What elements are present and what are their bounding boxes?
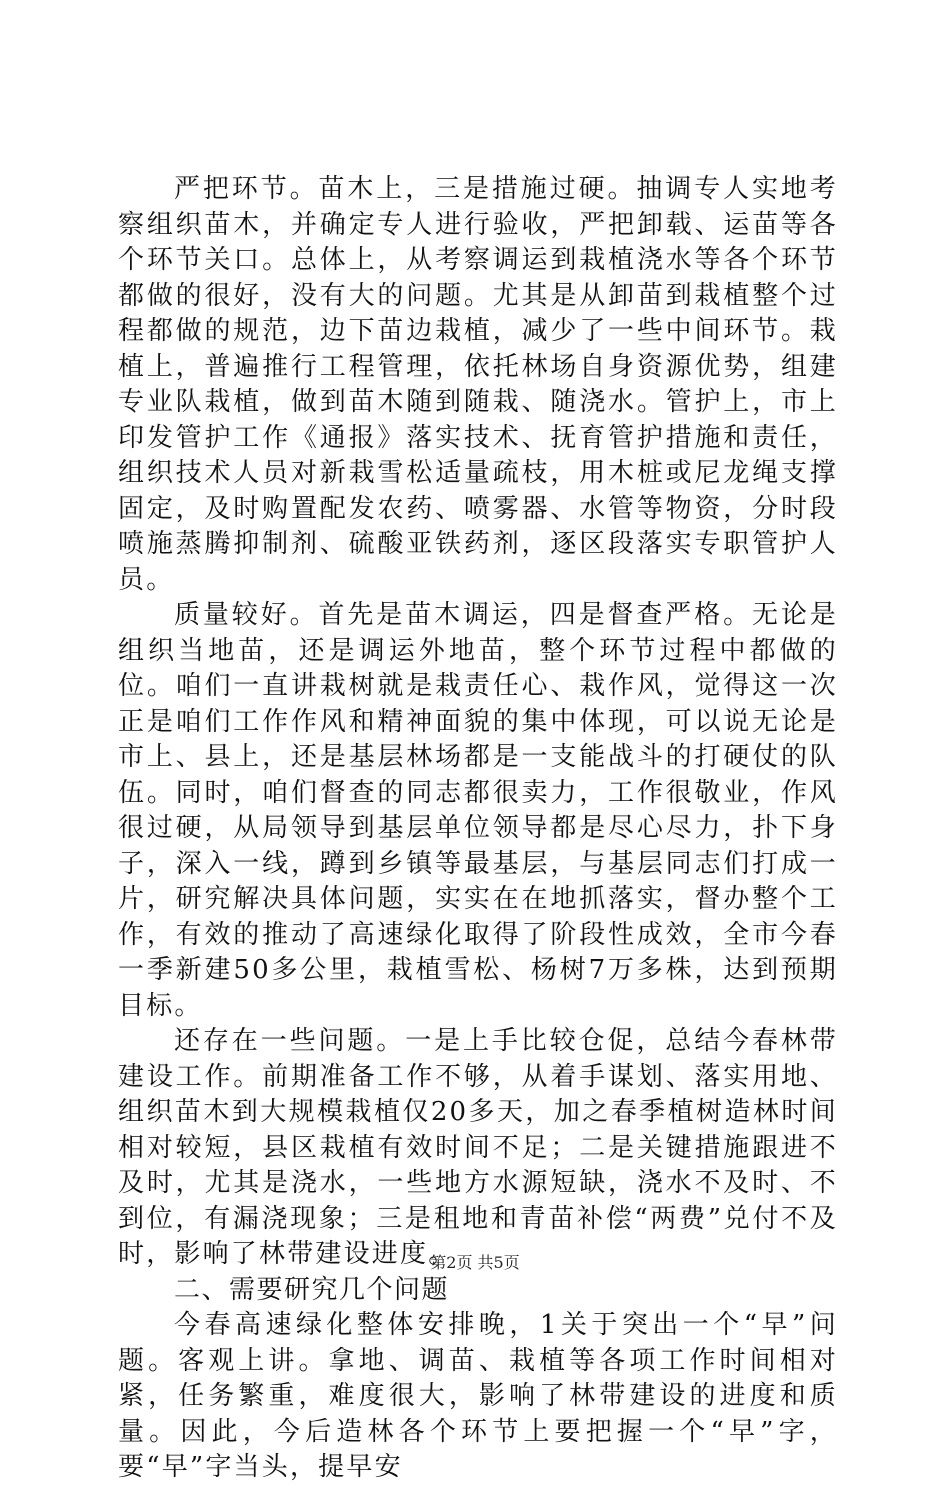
paragraph-1: 严把环节。苗木上，三是措施过硬。抽调专人实地考察组织苗木，并确定专人进行验收，严把卸载、运苗等各个环节关口。总体上，从考察调运到栽植浇水等各个环节都做的很好，没有大的问题。尤其是从卸苗到栽植整个过程都做的规范，边下苗边栽植，减少了一些中间环节。栽植上，普遍推行工程管理，依托林场自身资源优势，组建专业队栽植，做到苗木随到随栽、随浇水。管护上，市上印发管护工作《通报》落实技术、抚育管护措施和责任，组织技术人员对新栽雪松适量疏枝，用木桩或尼龙绳支撑固定，及时购置配发农药、喷雾器、水管等物资，分时段喷施蒸腾抑制剂、硫酸亚铁药剂，逐区段落实专职管护人员。	[118, 174, 838, 595]
paragraph-2: 质量较好。首先是苗木调运，四是督查严格。无论是组织当地苗，还是调运外地苗，整个环节过程中都做的位。咱们一直讲栽树就是栽责任心、栽作风，觉得这一次正是咱们工作作风和精神面貌的集中体现，可以说无论是市上、县上，还是基层林场都是一支能战斗的打硬仗的队伍。同时，咱们督查的同志都很卖力，工作很敬业，作风很过硬，从局领导到基层单位领导都是尽心尽力，扑下身子，深入一线，蹲到乡镇等最基层，与基层同志们打成一片，研究解决具体问题，实实在在地抓落实，督办整个工作，有效的推动了高速绿化取得了阶段性成效，全市今春一季新建50多公里，栽植雪松、杨树7万多株，达到预期目标。	[118, 600, 838, 1021]
document-body	[118, 172, 838, 1486]
paragraph-3: 还存在一些问题。一是上手比较仓促，总结今春林带建设工作。前期准备工作不够，从着手谋划、落实用地、组织苗木到大规模栽植仅20多天，加之春季植树造林时间相对较短，县区栽植有效时间不足；二是关键措施跟进不及时，尤其是浇水，一些地方水源短缺，浇水不及时、不到位，有漏浇现象；三是租地和青苗补偿“两费”兑付不及时，影响了林带建设进度。	[118, 1026, 838, 1269]
page-number: 第2页 共5页	[430, 1253, 520, 1272]
paragraph-4: 今春高速绿化整体安排晚，1关于突出一个“早”问题。客观上讲。拿地、调苗、栽植等各项工作时间相对紧，任务繁重，难度很大，影响了林带建设的进度和质量。因此，今后造林各个环节上要把握一个“早”字，要“早”字当头，提早安	[118, 1310, 838, 1482]
section-heading: 二、需要研究几个问题	[174, 1274, 450, 1305]
